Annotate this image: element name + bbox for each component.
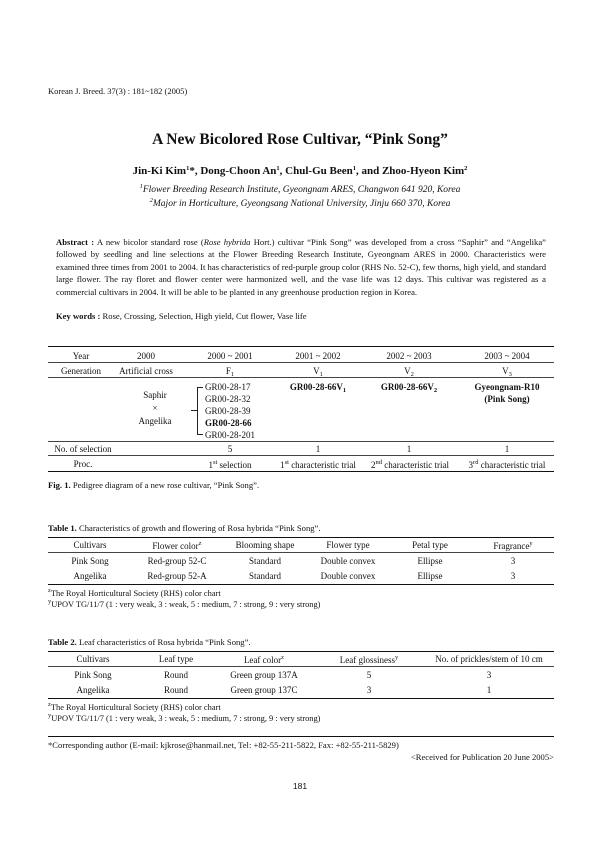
affiliation-1 [0, 183, 600, 195]
affiliation-2 [0, 197, 600, 209]
received-date: <Received for Publication 20 June 2005> [410, 752, 554, 762]
rule [48, 552, 554, 553]
f1-line: GR00-28-32 [205, 394, 251, 404]
table-caption: Table 2. Leaf characteristics of Rosa hybrida “Pink Song”. [48, 637, 251, 647]
v1-line: $GR00-28-66V_1$ [289, 382, 347, 394]
generation-cell: $V_2$ [404, 366, 414, 378]
f1-line: GR00-28-201 [205, 430, 255, 440]
journal-citation: Korean J. Breed. 37(3) : 181~182 (2005) [48, 86, 188, 96]
table-caption: Table 1. Characteristics of growth and flowering of Rosa hybrida “Pink Song”. [48, 523, 321, 533]
table-header: Leaf type [158, 654, 194, 664]
author-name: Dong-Choon An [200, 165, 277, 177]
keywords-label: Key words : [56, 311, 101, 321]
table-header: Fragrance$^y$ [493, 540, 533, 551]
generation-cell: Artificial cross [119, 366, 173, 376]
bracket-tick [197, 434, 203, 435]
generation-cell: $V_1$ [313, 366, 323, 378]
proc-label: Proc. [73, 459, 93, 469]
table-note: $^y$UPOV TG/11/7 (1 : very weak, 3 : weak, 5 : medium, 7 : strong, 9 : very strong) [48, 598, 321, 609]
table-header: Leaf color$^z$ [243, 654, 285, 665]
generation-cell: $F_1$ [225, 366, 235, 378]
author-affil-mark: 1 [186, 165, 190, 172]
pedigree-header: 2002 ~ 2003 [386, 351, 432, 361]
rule-bottom [48, 584, 554, 585]
keywords-text: Rose, Crossing, Selection, High yield, Cut flower, Vase life [100, 311, 307, 321]
affil-text: Major in Horticulture, Gyeongsang National University, Jinju 660 370, Korea [152, 199, 451, 209]
affil-text: Flower Breeding Research Institute, Gyeongnam ARES, Changwon 641 920, Korea [142, 185, 461, 195]
abstract-label: Abstract : [56, 237, 95, 247]
page-number: 181 [292, 781, 308, 791]
author-name: Zhoo-Hyeon Kim [381, 165, 465, 177]
proc-cell: 3rd characteristic trial [468, 459, 546, 470]
rule [48, 377, 554, 378]
author-name: Jin-Ki Kim [132, 165, 187, 177]
table-header: Flower type [326, 540, 370, 550]
v3-line: Gyeongnam-R10 [474, 382, 540, 392]
figure-caption: Fig. 1. Pedigree diagram of a new rose cultivar, “Pink Song”. [48, 480, 260, 490]
rule-bottom [48, 471, 554, 472]
table-note: $^y$UPOV TG/11/7 (1 : very weak, 3 : weak, 5 : medium, 7 : strong, 9 : very strong) [48, 712, 321, 723]
selection-label: No. of selection [54, 444, 112, 454]
proc-cell: 1st selection [208, 459, 252, 470]
rule [48, 455, 554, 456]
table-note: $^z$The Royal Horticultural Society (RHS) color chart [48, 701, 221, 712]
author-sep: , and [355, 165, 382, 177]
keywords [56, 311, 307, 321]
parent-name: Angelika [138, 416, 172, 426]
author-sep: , [279, 165, 286, 177]
pedigree-header: 2000 [137, 351, 155, 361]
table-header: Blooming shape [235, 540, 295, 550]
proc-cell: 2nd characteristic trial [371, 459, 449, 470]
table-header: Cultivars [76, 654, 110, 664]
generation-label: Generation [61, 366, 101, 376]
table-header: No. of prickles/stem of 10 cm [435, 654, 543, 664]
rule-top [48, 537, 554, 538]
pedigree-header: 2003 ~ 2004 [484, 351, 530, 361]
paper-title: A New Bicolored Rose Cultivar, “Pink Song” [152, 131, 448, 148]
selection-count: 1 [315, 444, 321, 454]
v2-line: $GR00-28-66V_2$ [380, 382, 438, 394]
f1-line: GR00-28-17 [205, 382, 251, 392]
author-affil-mark: 2 [464, 165, 468, 172]
author-list [0, 165, 600, 177]
table-header: Leaf glossiness$^y$ [339, 654, 399, 665]
abstract [56, 236, 546, 298]
f1-line-selected: GR00-28-66 [205, 418, 252, 428]
footnote-rule [48, 736, 554, 737]
table-header: Flower color$^z$ [152, 540, 202, 551]
selection-count: 1 [406, 444, 412, 454]
corresponding-author: *Corresponding author (E-mail: kjkrose@hanmail.net, Tel: +82-55-211-5822, Fax: +82-55-211-5829) [48, 740, 399, 750]
author-affil-mark: 1 [352, 165, 356, 172]
author-affil-mark: 1 [276, 165, 280, 172]
abstract-text: Hort.) cultivar “Pink Song” was developed from a cross “Saphir” and “Angelika” followed by seedling and line selections at the Flower Breeding Research Institute, Gyeongnam ARES in 2000. Characteristics were examined three times from 2001 to 2004. It has characteristics of red-purple group color (RHS No. 52-C), few thorns, high yield, and standard large flower. The ray floret and flower center were harmonized well, and the vase life was 12 days. This cultivar was registered as a commercial cultivars in 2004. It will be able to be planted in any greenhouse production region in Korea. [56, 237, 546, 297]
pedigree-header: 2001 ~ 2002 [295, 351, 341, 361]
proc-cell: 1st characteristic trial [280, 459, 356, 470]
species-name: Rose hybrida [203, 237, 251, 247]
selection-bracket [197, 387, 198, 434]
rule-top [48, 346, 554, 347]
abstract-text: A new bicolor standard rose ( [94, 237, 204, 247]
cultivar-name: (Pink Song) [484, 394, 530, 404]
rule [48, 666, 554, 667]
author-name: Chul-Gu Been [285, 165, 353, 177]
table-note: $^z$The Royal Horticultural Society (RHS) color chart [48, 587, 221, 598]
rule-bottom [48, 698, 554, 699]
parent-name: Saphir [143, 390, 167, 400]
rule [48, 362, 554, 363]
pedigree-header: 2000 ~ 2001 [207, 351, 253, 361]
generation-cell: $V_3$ [502, 366, 512, 378]
author-sep: , [194, 165, 201, 177]
table-header: Cultivars [73, 540, 107, 550]
rule-top [48, 651, 554, 652]
author-star: * [189, 165, 195, 177]
table-header: Petal type [412, 540, 448, 550]
affil-mark: 1 [139, 183, 143, 190]
affil-mark: 2 [149, 197, 153, 204]
selection-count: 5 [227, 444, 233, 454]
rule [48, 441, 554, 442]
selection-count: 1 [504, 444, 510, 454]
cross-symbol: × [152, 403, 158, 413]
bracket-tick [197, 387, 203, 388]
pedigree-header: Year [72, 351, 90, 361]
f1-line: GR00-28-39 [205, 406, 251, 416]
bracket-tick [191, 410, 197, 411]
